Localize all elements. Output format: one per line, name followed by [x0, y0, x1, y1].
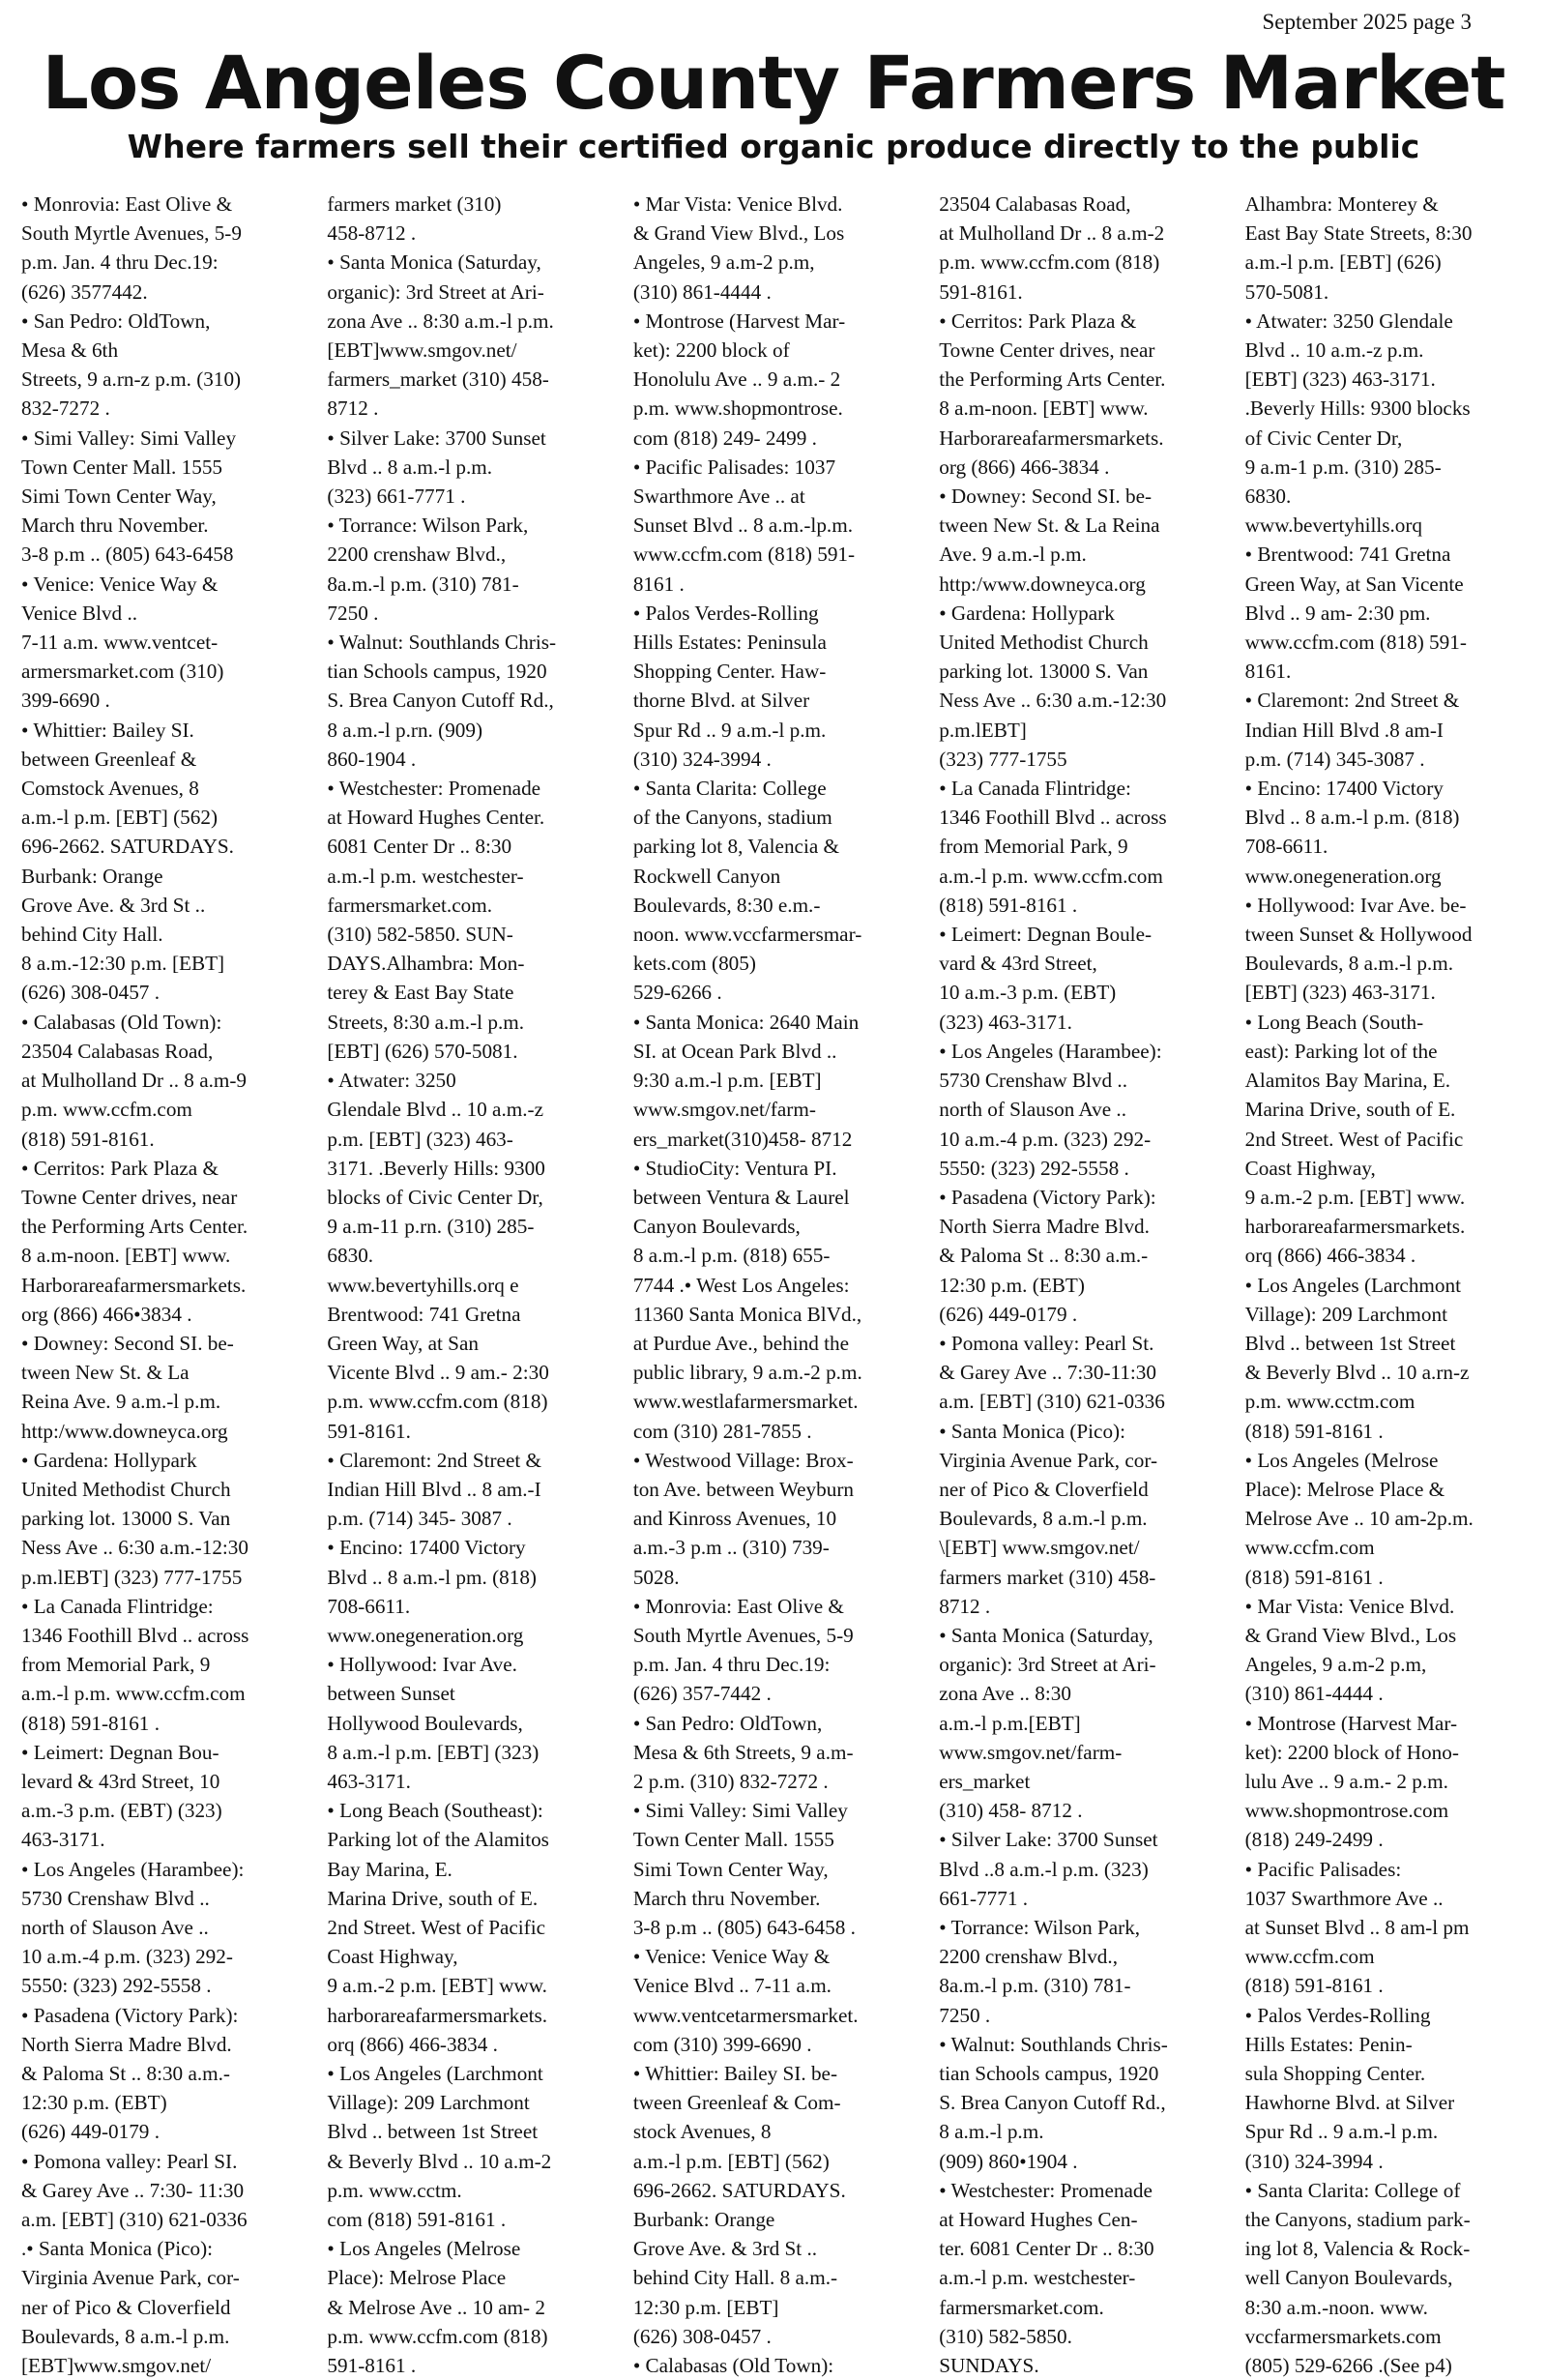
market-listing: • Claremont: 2nd Street & Indian Hill Blvd .8 am-I p.m. (714) 345-3087 .: [1244, 689, 1460, 771]
market-listing: • Venice: Venice Way & Venice Blvd .. 7-11 a.m. www.ventcetarmersmarket. com (310) 399-6690 .: [632, 1945, 859, 2056]
market-listing: • Palos Verdes-Rolling Hills Estates: Penin- sula Shopping Center. Hawhorne Blvd. at Silver Spur Rd .. 9 a.m.-l p.m. (310) 324-3994 .: [1244, 2003, 1455, 2173]
column-4: [939, 190, 1229, 2378]
market-listing: • Los Angeles (Harambee): 5730 Crenshaw Blvd .. north of Slauson Ave .. 10 a.m.-4 p.m. (323) 292- 5550: (323) 292-5558 .: [939, 1039, 1162, 1180]
market-listing: • Whittier: Bailey SI. be- tween Greenleaf & Com- stock Avenues, 8 a.m.-l p.m. [EBT] (562) 696-2662. SATURDAYS. Burbank: Orange Grove Ave. & 3rd St .. behind City Hall. 8 a.m.- 12:30 p.m. [EBT] (626) 308-0457 .: [632, 2062, 846, 2348]
market-listing: • Walnut: Southlands Chris- tian Schools campus, 1920 S. Brea Canyon Cutoff Rd., 8 a.m.-l p.m. (909) 860•1904 .: [939, 2032, 1168, 2173]
market-listing: • Hollywood: Ivar Ave. between Sunset Hollywood Boulevards, 8 a.m.-l p.m. [EBT] (323) 463-3171.: [327, 1653, 540, 1793]
market-listing: • San Pedro: OldTown, Mesa & 6th Streets, 9 a.m- 2 p.m. (310) 832-7272 .: [632, 1711, 854, 1793]
market-listing: • Santa Monica (Saturday, organic): 3rd Street at Ari- zona Ave .. 8:30 a.m.-l p.m.[EBT] www.smgov.net/farm- ers_market (310) 458- 8712 .: [939, 1623, 1156, 1823]
market-listing: • Atwater: 3250 Glendale Blvd .. 10 a.m.-z p.m. [EBT] (323) 463-3171. .Beverly Hills: 9300 blocks of Civic Center Dr, 9 a.m-1 p.m. (310) 285- 6830. www.bevertyhills.orq: [1244, 309, 1471, 538]
market-listing: • Whittier: Bailey SI. between Greenleaf & Comstock Avenues, 8 a.m.-l p.m. [EBT] (562) 696-2662. SATURDAYS. Burbank: Orange Grove Ave. & 3rd St .. behind City Hall. 8 a.m.-12:30 p.m. [EBT] (626) 308-0457 .: [21, 718, 234, 1005]
market-listing: Alhambra: Monterey & East Bay State Streets, 8:30 a.m.-l p.m. [EBT] (626) 570-5081.: [1244, 192, 1473, 304]
market-listing: • Venice: Venice Way & Venice Blvd .. 7-11 a.m. www.ventcet- armersmarket.com (310) 399-6690 .: [21, 572, 224, 713]
market-listing: • Cerritos: Park Plaza & Towne Center drives, near the Performing Arts Center. 8 a.m-noon. [EBT] www. Harborareafarmersmarkets. org (866) 466•3834 .: [21, 1156, 248, 1326]
market-listing: • Downey: Second SI. be- tween New St. & La Reina Ave. 9 a.m.-l p.m. http:/www.downeyca.org: [21, 1331, 234, 1443]
market-listing: • Santa Monica (Pico): Virginia Avenue Park, cor- ner of Pico & Cloverfield Boulevards, 8 a.m.-l p.m. \[EBT] www.smgov.net/ farmers market (310) 458- 8712 .: [939, 1419, 1158, 1618]
market-listing: • Simi Valley: Simi Valley Town Center Mall. 1555 Simi Town Center Way, March thru November. 3-8 p.m .. (805) 643-6458 .: [632, 1799, 856, 1939]
market-listing: • Los Angeles (Melrose Place): Melrose Place & Melrose Ave .. 10 am-2p.m. www.ccfm.com (818) 591-8161 .: [1244, 1448, 1474, 1589]
market-listing: 23504 Calabasas Road, at Mulholland Dr .. 8 a.m-2 p.m. www.ccfm.com (818) 591-8161.: [939, 192, 1165, 304]
column-5: [1244, 190, 1535, 2378]
market-listing: • Los Angeles (Larchmont Village): 209 Larchmont Blvd .. between 1st Street & Beverly Blvd .. 10 a.rn-z p.m. www.cctm.com (818) 591-8161 .: [1244, 1273, 1470, 1443]
market-listing: • Downey: Second SI. be- tween New St. & La Reina Ave. 9 a.m.-l p.m. http:/www.downeyca.org: [939, 485, 1160, 596]
market-listing: • San Pedro: OldTown, Mesa & 6th Streets, 9 a.rn-z p.m. (310) 832-7272 .: [21, 309, 242, 421]
market-listing: • Claremont: 2nd Street & Indian Hill Blvd .. 8 am.-I p.m. (714) 345- 3087 .: [327, 1448, 542, 1531]
market-listing: • Monrovia: East Olive & South Myrtle Avenues, 5-9 p.m. Jan. 4 thru Dec.19: (626) 357-7442 .: [632, 1594, 854, 1706]
market-listing: • Santa Clarita: College of the Canyons, stadium park- ing lot 8, Valencia & Rock- well Canyon Boulevards, 8:30 a.m.-noon. www. vccfarmersmarkets.com (805) 529-6266 .(See p4): [1244, 2178, 1471, 2378]
market-listing: • Santa Monica (Saturday, organic): 3rd Street at Ari- zona Ave .. 8:30 a.m.-l p.m. [EBT]www.smgov.net/ farmers_market (310) 458- 8712 .: [327, 250, 554, 421]
market-listing: • Torrance: Wilson Park, 2200 crenshaw Blvd., 8a.m.-l p.m. (310) 781- 7250 .: [327, 514, 529, 625]
market-listing: • Walnut: Southlands Chris- tian Schools campus, 1920 S. Brea Canyon Cutoff Rd., 8 a.m.-l p.rn. (909) 860-1904 .: [327, 631, 557, 771]
market-listing: • Pasadena (Victory Park): North Sierra Madre Blvd. & Paloma St .. 8:30 a.m.- 12:30 p.m. (EBT) (626) 449-0179 .: [939, 1185, 1156, 1326]
market-listing: • Pomona valley: Pearl SI. & Garey Ave .. 7:30- 11:30 a.m. [EBT] (310) 621-0336 .• Santa Monica (Pico): Virginia Avenue Park, cor- ner of Pico & Cloverfield Boulevards, 8 a.m.-l p.m. [EBT]www.smgov.net/: [21, 2149, 248, 2378]
market-listing: • Cerritos: Park Plaza & Towne Center drives, near the Performing Arts Center. 8 a.m-noon. [EBT] www. Harborareafarmersmarkets. org (866) 466-3834 .: [939, 309, 1166, 479]
market-listing: • Leimert: Degnan Bou- levard & 43rd Street, 10 a.m.-3 p.m. (EBT) (323) 463-3171.: [21, 1740, 222, 1852]
market-listing: • Los Angeles (Melrose Place): Melrose Place & Melrose Ave .. 10 am- 2 p.m. www.ccfm.com (818) 591-8161 .: [327, 2237, 548, 2378]
column-1: [21, 190, 311, 2378]
listing-columns: [21, 190, 1535, 2378]
market-listing: • Westchester: Promenade at Howard Hughes Cen- ter. 6081 Center Dr .. 8:30 a.m.-l p.m. westchester- farmersmarket.com. (310) 582-5850. SUNDAYS.: [939, 2178, 1154, 2378]
market-listing: • Pacific Palisades: 1037 Swarthmore Ave .. at Sunset Blvd .. 8 am-l pm www.ccfm.com (818) 591-8161 .: [1244, 1857, 1470, 1998]
page-info: September 2025 page 3: [1262, 10, 1472, 34]
market-listing: • Westchester: Promenade at Howard Hughes Center. 6081 Center Dr .. 8:30 a.m.-l p.m. westchester- farmersmarket.com. (310) 582-5850. SUN- DAYS.Alhambra: Mon- terey & East Bay State Streets, 8:30 a.m.-l p.m. [EBT] (626) 570-5081.: [327, 777, 545, 1063]
market-listing: • Gardena: Hollypark United Methodist Church parking lot. 13000 S. Van Ness Ave .. 6:30 a.m.-12:30 p.m.lEBT] (323) 777-1755: [939, 601, 1167, 771]
market-listing: • Santa Monica: 2640 Main SI. at Ocean Park Blvd .. 9:30 a.m.-l p.m. [EBT] www.smgov.net/farm- ers_market(310)458- 8712: [632, 1010, 860, 1151]
market-listing: • Leimert: Degnan Boule- vard & 43rd Street, 10 a.m.-3 p.m. (EBT) (323) 463-3171.: [939, 923, 1153, 1034]
market-listing: • La Canada Flintridge: 1346 Foothill Blvd .. across from Memorial Park, 9 a.m.-l p.m. www.ccfm.com (818) 591-8161 .: [939, 777, 1167, 917]
market-listing: • Montrose (Harvest Mar- ket): 2200 block of Honolulu Ave .. 9 a.m.- 2 p.m. www.shopmontrose. com (818) 249- 2499 .: [632, 309, 846, 450]
market-listing: • Pomona valley: Pearl St. & Garey Ave .. 7:30-11:30 a.m. [EBT] (310) 621-0336: [939, 1331, 1165, 1414]
market-listing: • Encino: 17400 Victory Blvd .. 8 a.m.-l pm. (818) 708-6611. www.onegeneration.org: [327, 1536, 537, 1647]
market-listing: • Atwater: 3250 Glendale Blvd .. 10 a.m.-z p.m. [EBT] (323) 463- 3171. .Beverly Hills: 9300 blocks of Civic Center Dr, 9 a.m-11 p.rn. (310) 285- 6830. www.bevertyhills.orq e Brentwood: 741 Gretna Green Way, at San Vicente Blvd .. 9 am.- 2:30 p.m. www.ccfm.com (818) 591-8161.: [327, 1069, 549, 1443]
market-listing: • StudioCity: Ventura PI. between Ventura & Laurel Canyon Boulevards, 8 a.m.-l p.m. (818) 655- 7744 .• West Los Angeles: 11360 Santa Monica BlVd., at Purdue Ave., behind the public library, 9 a.m.-2 p.m. www.westlafarmersmarket. com (310) 281-7855 .: [632, 1156, 862, 1443]
column-3: [632, 190, 923, 2378]
market-listing: • Silver Lake: 3700 Sunset Blvd ..8 a.m.-l p.m. (323) 661-7771 .: [939, 1828, 1158, 1910]
market-listing: • Los Angeles (Larchmont Village): 209 Larchmont Blvd .. between 1st Street & Beverly Blvd .. 10 a.m-2 p.m. www.cctm. com (818) 591-8161 .: [327, 2062, 552, 2232]
market-listing: • Mar Vista: Venice Blvd. & Grand View Blvd., Los Angeles, 9 a.m-2 p.m, (310) 861-4444 .: [632, 192, 845, 304]
market-listing: • Torrance: Wilson Park, 2200 crenshaw Blvd., 8a.m.-l p.m. (310) 781- 7250 .: [939, 1915, 1141, 2027]
market-listing: • Gardena: Hollypark United Methodist Church parking lot. 13000 S. Van Ness Ave .. 6:30 a.m.-12:30 p.m.lEBT] (323) 777-1755: [21, 1448, 248, 1589]
market-listing: • Simi Valley: Simi Valley Town Center Mall. 1555 Simi Town Center Way, March thru November. 3-8 p.m .. (805) 643-6458: [21, 426, 237, 567]
market-listing: • Long Beach (Southeast): Parking lot of the Alamitos Bay Marina, E. Marina Drive, south of E. 2nd Street. West of Pacific Coast Highway, 9 a.m.-2 p.m. [EBT] www. harborareafarmersmarkets. orq (866) 466-3834 .: [327, 1799, 549, 2056]
market-listing: • Long Beach (South- east): Parking lot of the Alamitos Bay Marina, E. Marina Drive, south of E. 2nd Street. West of Pacific Coast Highway, 9 a.m.-2 p.m. [EBT] www. harborareafarmersmarkets. orq (866) 466-3834 .: [1244, 1010, 1466, 1268]
page-subtitle: Where farmers sell their certified organic produce directly to the public: [127, 128, 1420, 165]
market-listing: • Encino: 17400 Victory Blvd .. 8 a.m.-l p.m. (818) 708-6611. www.onegeneration.org: [1244, 777, 1460, 888]
market-listing: • Calabasas (Old Town):: [632, 2354, 834, 2378]
market-listing: • La Canada Flintridge: 1346 Foothill Blvd .. across from Memorial Park, 9 a.m.-l p.m. www.ccfm.com (818) 591-8161 .: [21, 1594, 249, 1735]
market-listing: • Santa Clarita: College of the Canyons, stadium parking lot 8, Valencia & Rockwell Canyon Boulevards, 8:30 e.m.- noon. www.vccfarmersmar- kets.com (805) 529-6266 .: [632, 777, 862, 1005]
market-listing: • Pacific Palisades: 1037 Swarthmore Ave .. at Sunset Blvd .. 8 a.m.-lp.m. www.ccfm.com (818) 591- 8161 .: [632, 455, 856, 596]
market-listing: • Silver Lake: 3700 Sunset Blvd .. 8 a.m.-l p.m. (323) 661-7771 .: [327, 426, 546, 509]
market-listing: • Westwood Village: Brox- ton Ave. between Weyburn and Kinross Avenues, 10 a.m.-3 p.m .. (310) 739- 5028.: [632, 1448, 854, 1589]
market-listing: • Palos Verdes-Rolling Hills Estates: Peninsula Shopping Center. Haw- thorne Blvd. at Silver Spur Rd .. 9 a.m.-l p.m. (310) 324-3994 .: [632, 601, 827, 771]
market-listing: farmers market (310) 458-8712 .: [327, 192, 502, 246]
market-listing: • Hollywood: Ivar Ave. be- tween Sunset & Hollywood Boulevards, 8 a.m.-l p.m. [EBT] (323) 463-3171.: [1244, 893, 1473, 1005]
page-title: Los Angeles County Farmers Market: [42, 40, 1505, 126]
market-listing: • Montrose (Harvest Mar- ket): 2200 block of Hono- lulu Ave .. 9 a.m.- 2 p.m. www.shopmontrose.com (818) 249-2499 .: [1244, 1711, 1459, 1852]
market-listing: • Pasadena (Victory Park): North Sierra Madre Blvd. & Paloma St .. 8:30 a.m.- 12:30 p.m. (EBT) (626) 449-0179 .: [21, 2003, 239, 2144]
column-2: [327, 190, 617, 2378]
market-listing: • Calabasas (Old Town): 23504 Calabasas Road, at Mulholland Dr .. 8 a.m-9 p.m. www.ccfm.com (818) 591-8161.: [21, 1010, 248, 1151]
market-listing: • Los Angeles (Harambee): 5730 Crenshaw Blvd .. north of Slauson Ave .. 10 a.m.-4 p.m. (323) 292- 5550: (323) 292-5558 .: [21, 1857, 245, 1998]
market-listing: • Mar Vista: Venice Blvd. & Grand View Blvd., Los Angeles, 9 a.m-2 p.m, (310) 861-4444 .: [1244, 1594, 1457, 1706]
market-listing: • Monrovia: East Olive & South Myrtle Avenues, 5-9 p.m. Jan. 4 thru Dec.19: (626) 3577442.: [21, 192, 242, 304]
market-listing: • Brentwood: 741 Gretna Green Way, at San Vicente Blvd .. 9 am- 2:30 pm. www.ccfm.com (818) 591- 8161.: [1244, 543, 1467, 684]
